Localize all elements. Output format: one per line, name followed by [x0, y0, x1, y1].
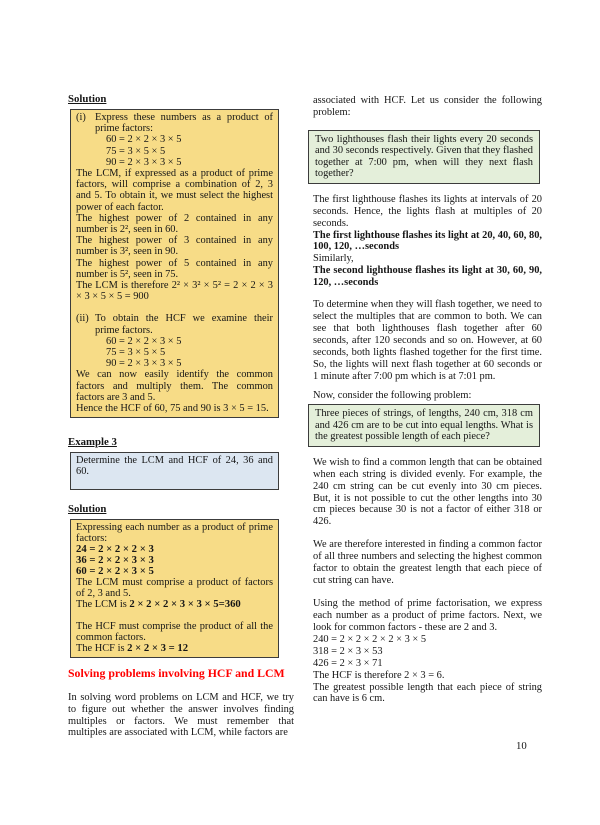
- step-i: [76, 112, 273, 134]
- section-heading-hcf-lcm: Solving problems involving HCF and LCM: [68, 665, 285, 680]
- spacer: [76, 302, 273, 313]
- solution-box-1: [70, 109, 279, 418]
- math-line: 60 = 2 × 2 × 3 × 5: [106, 134, 182, 146]
- step-ii-text: To obtain the HCF we examine their prime factors.: [95, 313, 273, 336]
- lcm-line: [76, 599, 273, 610]
- lcm-prefix: The LCM is: [76, 598, 130, 610]
- math-line: 240 = 2 × 2 × 2 × 2 × 3 × 5: [313, 633, 427, 645]
- hcf-result: Hence the HCF of 60, 75 and 90 is 3 × 5 = 15.: [76, 403, 269, 415]
- second-lighthouse-multiples: The second lighthouse flashes its light at 30, 60, 90, 120, …seconds: [313, 265, 542, 289]
- example-3-problem-text: Determine the LCM and HCF of 24, 36 and 60.: [76, 455, 273, 478]
- factorisation-intro: Expressing each number as a product of prime factors:: [76, 521, 273, 544]
- lcm-result: The LCM is therefore 2² × 3² × 5² = 2 × 2 × 3 × 3 × 5 × 5 = 900: [76, 280, 273, 303]
- step-i-marker: (i): [76, 112, 86, 123]
- spacer: [76, 610, 273, 621]
- lcm-note: The LCM must comprise a product of factors of 2, 3 and 5.: [76, 576, 273, 599]
- highest-power-3: The highest power of 3 contained in any number is 3², seen in 90.: [76, 235, 273, 258]
- math-line: 75 = 3 × 5 × 5: [106, 347, 166, 359]
- example-3-heading: Example 3: [68, 436, 117, 449]
- strings-problem-text: Three pieces of strings, of lengths, 240 cm, 318 cm and 426 cm are to be cut into equal lengths. What is the greatest possible length of each piece?: [315, 408, 533, 443]
- math-line: 75 = 3 × 5 × 5: [106, 145, 166, 157]
- step-ii: [76, 313, 273, 335]
- spacer: [68, 490, 294, 503]
- continued-paragraph: associated with HCF. Let us consider the following problem:: [313, 95, 542, 118]
- spacer: [313, 184, 542, 194]
- left-column: [68, 93, 294, 750]
- similarly-line: Similarly,: [313, 253, 354, 265]
- hcf-prefix: The HCF is: [76, 642, 128, 654]
- right-column: [313, 93, 542, 750]
- flash-together-paragraph: To determine when they will flash together, we need to select the multiples that are common to both. We can see that both lighthouses flash together after 60 seconds, after 120 seconds and so on. However, at 60 seconds, both lights flashed together for the first time. So, the lights will next flash together at 60 seconds or 1 minute after 7:00 pm which is at 7:01 pm.: [313, 299, 542, 382]
- spacer: [313, 447, 542, 457]
- word-problems-intro-paragraph: In solving word problems on LCM and HCF, we try to figure out whether the answer involves finding multiples or factors. We must remember that multiples are associated with LCM, while factors are: [68, 691, 294, 739]
- math-line: 60 = 2 × 2 × 3 × 5: [76, 564, 154, 577]
- math-line: 36 = 2 × 2 × 3 × 3: [76, 553, 154, 566]
- math-line: 426 = 2 × 3 × 71: [313, 657, 383, 669]
- common-length-paragraph: We wish to find a common length that can be obtained when each string is divided evenly. For example, the 240 cm string can be cut evenly into 30 cm pieces. But, it is not possible to cut the other lengths into 30 cm pieces because 30 is not a factor of either 318 or 426.: [313, 456, 542, 528]
- solution-heading-1: Solution: [68, 93, 107, 105]
- hcf-note: The HCF must comprise the product of all the common factors.: [76, 620, 273, 643]
- step-i-text: Express these numbers as a product of prime factors:: [95, 112, 273, 135]
- math-line: 24 = 2 × 2 × 2 × 3: [76, 542, 154, 555]
- consider-problem-line: Now, consider the following problem:: [313, 390, 472, 402]
- math-line: 60 = 2 × 2 × 3 × 5: [106, 335, 182, 347]
- solution-heading-2: Solution: [68, 502, 107, 515]
- math-line: 90 = 2 × 3 × 3 × 5: [106, 358, 182, 370]
- intervals-paragraph: The first lighthouse flashes its lights at intervals of 20 seconds. Hence, the lights flash at multiples of 20 seconds.: [313, 193, 542, 229]
- lighthouse-problem-text: Two lighthouses flash their lights every 20 seconds and 30 seconds respectively. Given that they flashed together at 7:00 pm, when will they next flash together?: [315, 133, 533, 180]
- common-factors-explanation: We can now easily identify the common factors and multiply them. The common factors are 3 and 5.: [76, 369, 273, 403]
- lcm-value: 2 × 2 × 2 × 3 × 3 × 5=360: [129, 597, 241, 610]
- first-lighthouse-multiples: The first lighthouse flashes its light at 20, 40, 60, 80, 100, 120, …seconds: [313, 229, 542, 253]
- hcf-value: 2 × 2 × 3 = 12: [127, 641, 189, 654]
- page-number: 10: [516, 740, 527, 752]
- example-3-problem-box: [70, 452, 279, 489]
- common-factor-paragraph: We are therefore interested in finding a common factor of all three numbers and selecting the highest common factor to obtain the greatest length that each piece of cut string can have.: [313, 539, 542, 586]
- highest-power-2: The highest power of 2 contained in any number is 2², seen in 60.: [76, 212, 273, 236]
- lighthouse-problem-box: [308, 130, 540, 184]
- page-body: [68, 93, 542, 750]
- lcm-explanation: The LCM, if expressed as a product of prime factors, will comprise a combination of 2, 3 and 5. To obtain it, we must select the highest power of each factor.: [76, 168, 273, 213]
- math-line: 90 = 2 × 3 × 3 × 5: [106, 156, 182, 168]
- strings-problem-box: [308, 404, 540, 447]
- highest-power-5: The highest power of 5 contained in any number is 5², seen in 75.: [76, 257, 273, 280]
- spacer: [68, 418, 294, 436]
- hcf-line: [76, 643, 273, 654]
- hcf-conclusion-line: The HCF is therefore 2 × 3 = 6.: [313, 669, 445, 681]
- math-line: 318 = 2 × 3 × 53: [313, 645, 383, 657]
- step-ii-marker: (ii): [76, 313, 89, 325]
- solution-box-2: [70, 519, 279, 658]
- final-answer-paragraph: The greatest possible length that each piece of string can have is 6 cm.: [313, 681, 542, 705]
- prime-factorisation-paragraph: Using the method of prime factorisation, we express each number as a product of prime factors. Next, we look for common factors - these are 2 and 3.: [313, 597, 542, 633]
